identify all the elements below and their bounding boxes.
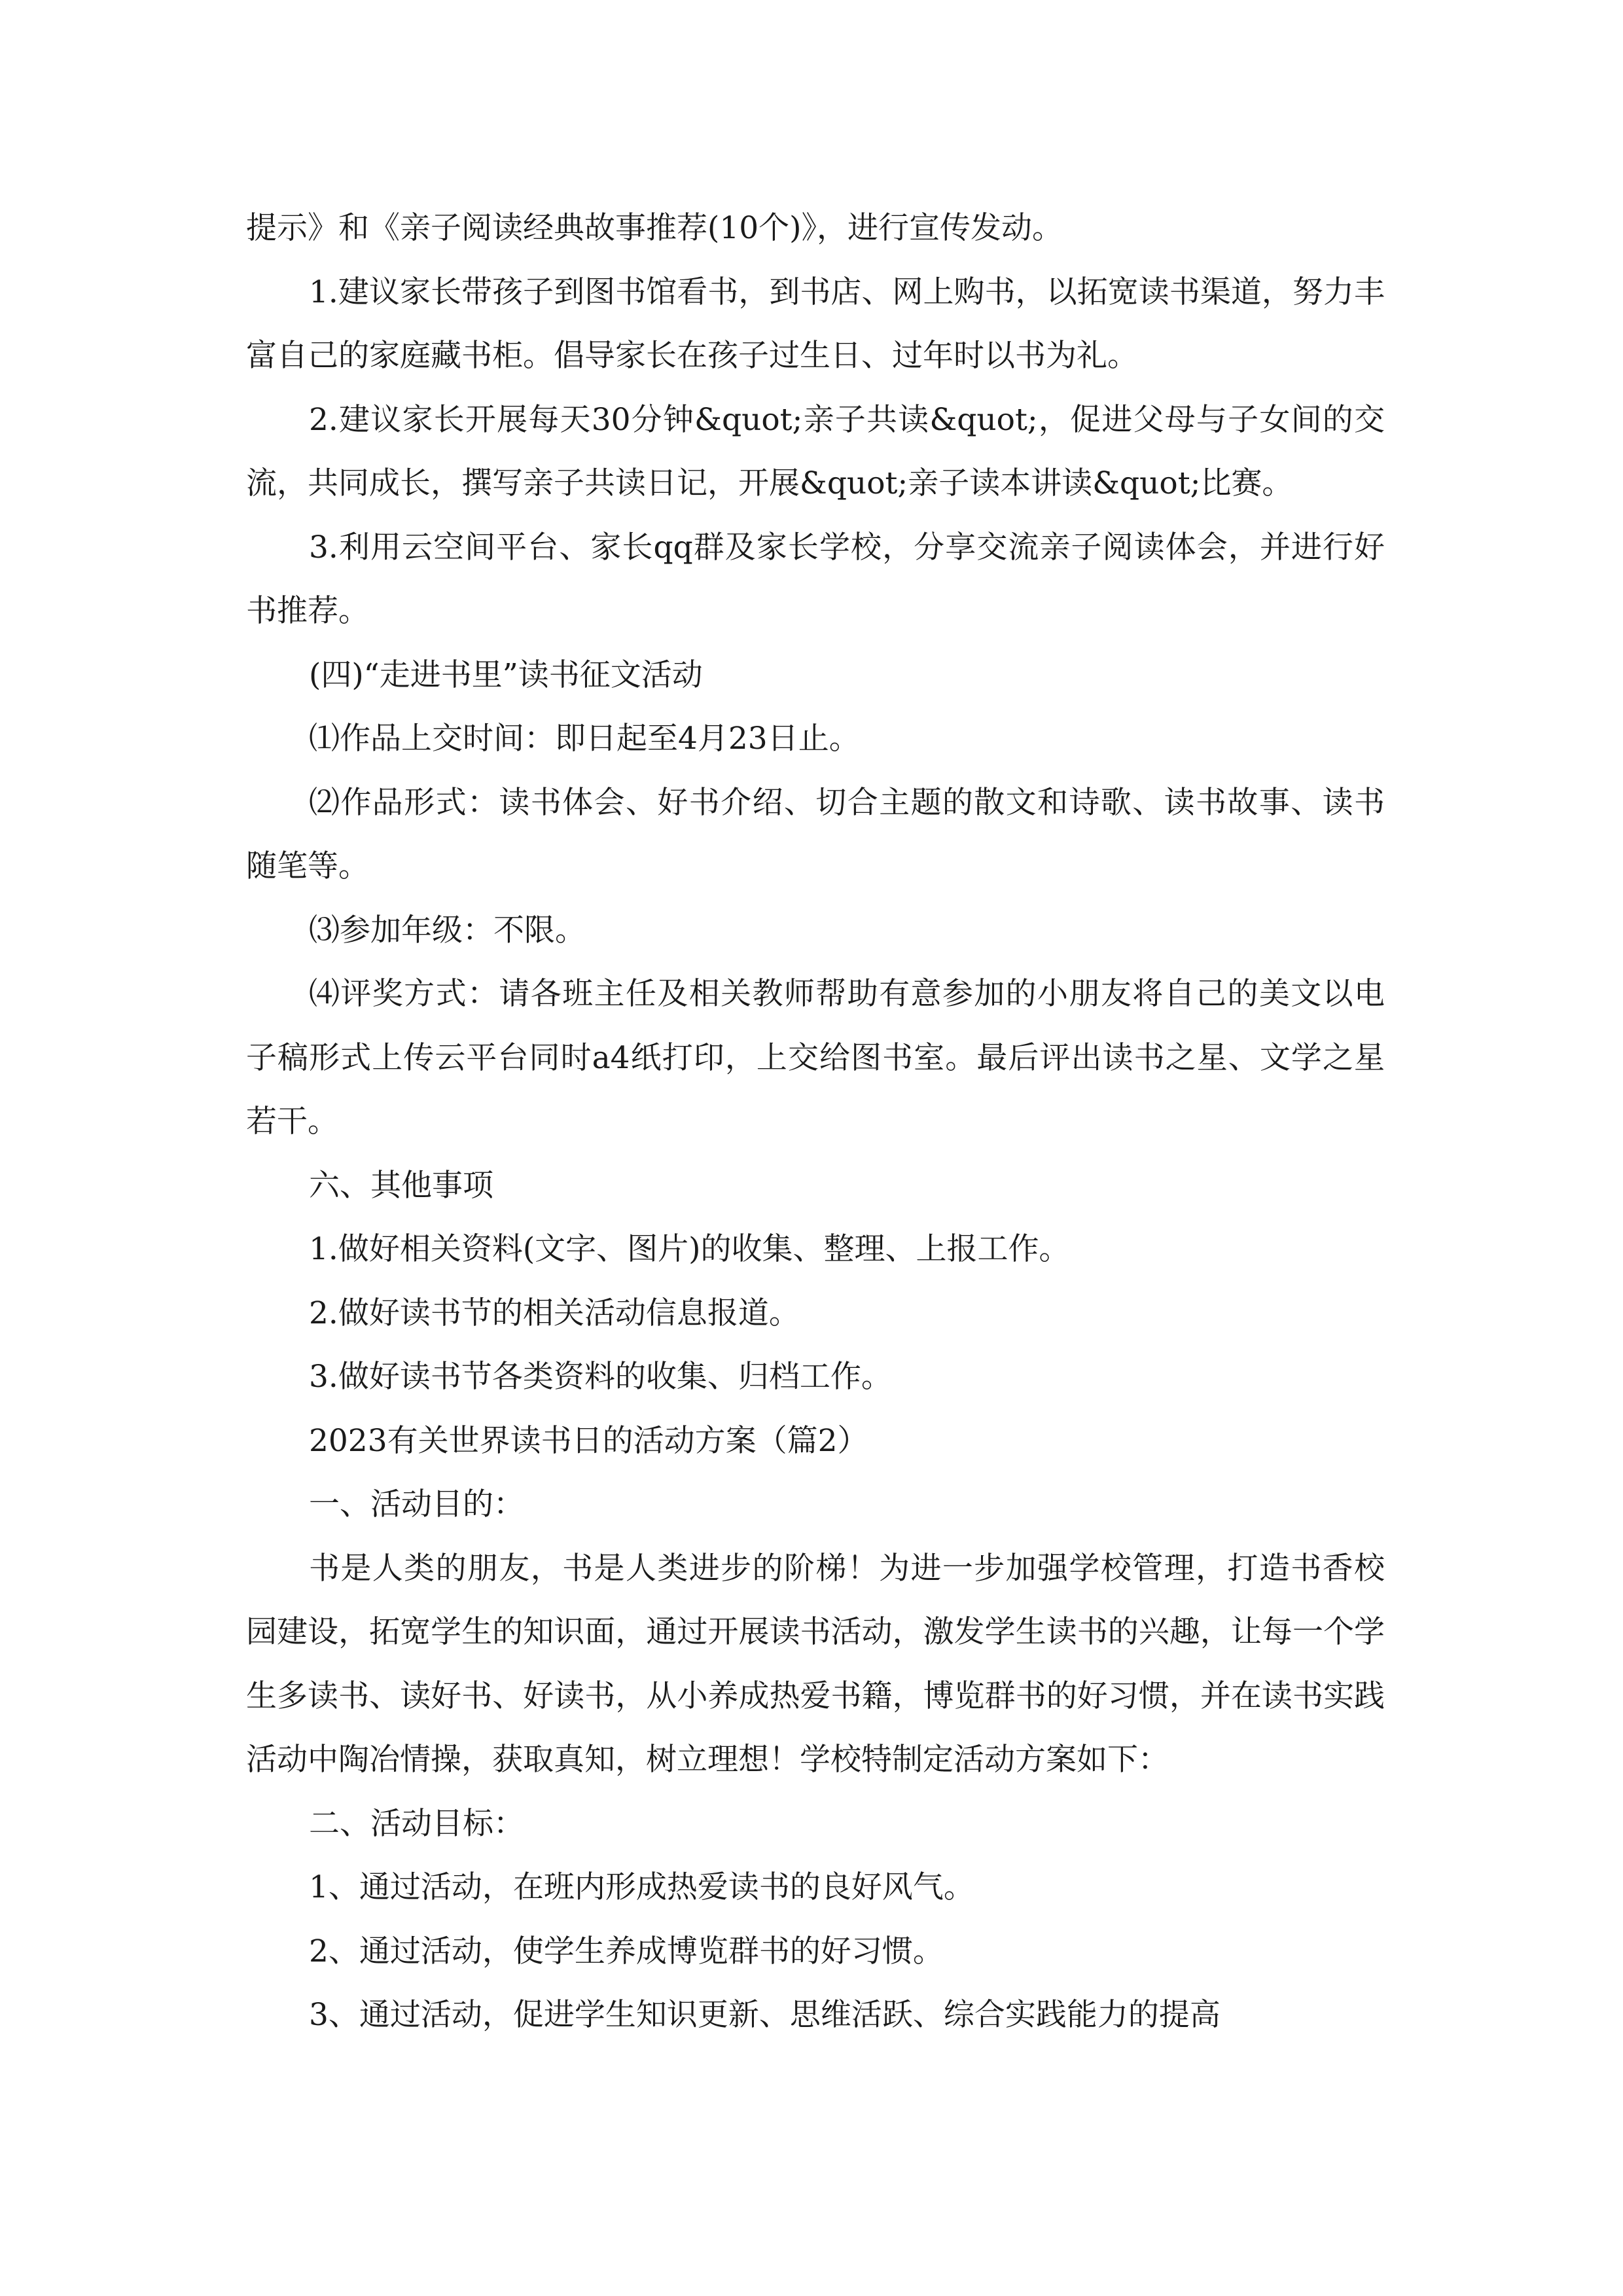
paragraph: ⑷评奖方式：请各班主任及相关教师帮助有意参加的小朋友将自己的美文以电子稿形式上传云平台同时a4纸打印，上交给图书室。最后评出读书之星、文学之星若干。 <box>246 976 1385 1139</box>
paragraph: 3.做好读书节各类资料的收集、归档工作。 <box>309 1359 892 1395</box>
paragraph: 书是人类的朋友，书是人类进步的阶梯！为进一步加强学校管理，打造书香校园建设，拓宽学生的知识面，通过开展读书活动，激发学生读书的兴趣，让每一个学生多读书、读好书、好读书，从小养成热爱书籍，博览群书的好习惯，并在读书实践活动中陶冶情操，获取真知，树立理想！学校特制定活动方案如下： <box>246 1550 1385 1778</box>
paragraph: 提示》和《亲子阅读经典故事推荐(10个)》，进行宣传发动。 <box>246 210 1063 246</box>
paragraph: 1.做好相关资料(文字、图片)的收集、整理、上报工作。 <box>309 1231 1070 1267</box>
paragraph: ⑵作品形式：读书体会、好书介绍、切合主题的散文和诗歌、读书故事、读书随笔等。 <box>246 784 1385 884</box>
paragraph: 1、通过活动，在班内形成热爱读书的良好风气。 <box>309 1869 974 1905</box>
document-title: 2023有关世界读书日的活动方案（篇2） <box>309 1422 868 1459</box>
section-heading: 六、其他事项 <box>309 1167 493 1204</box>
body-text <box>246 196 1385 2047</box>
section-heading: 二、活动目标： <box>309 1805 524 1842</box>
section-heading: 一、活动目的： <box>309 1486 524 1522</box>
paragraph: ⑴作品上交时间：即日起至4月23日止。 <box>309 721 860 757</box>
paragraph: 3、通过活动，促进学生知识更新、思维活跃、综合实践能力的提高 <box>309 1997 1221 2033</box>
section-heading: (四)“走进书里”读书征文活动 <box>309 656 703 693</box>
paragraph: 3.利用云空间平台、家长qq群及家长学校，分享交流亲子阅读体会，并进行好书推荐。 <box>246 529 1385 629</box>
paragraph: 1.建议家长带孩子到图书馆看书，到书店、网上购书，以拓宽读书渠道，努力丰富自己的家庭藏书柜。倡导家长在孩子过生日、过年时以书为礼。 <box>246 274 1385 374</box>
paragraph: 2、通过活动，使学生养成博览群书的好习惯。 <box>309 1933 944 1969</box>
paragraph: 2.建议家长开展每天30分钟&quot;亲子共读&quot;，促进父母与子女间的交流，共同成长，撰写亲子共读日记，开展&quot;亲子读本讲读&quot;比赛。 <box>246 401 1385 501</box>
paragraph: ⑶参加年级：不限。 <box>309 912 586 948</box>
paragraph: 2.做好读书节的相关活动信息报道。 <box>309 1295 800 1331</box>
